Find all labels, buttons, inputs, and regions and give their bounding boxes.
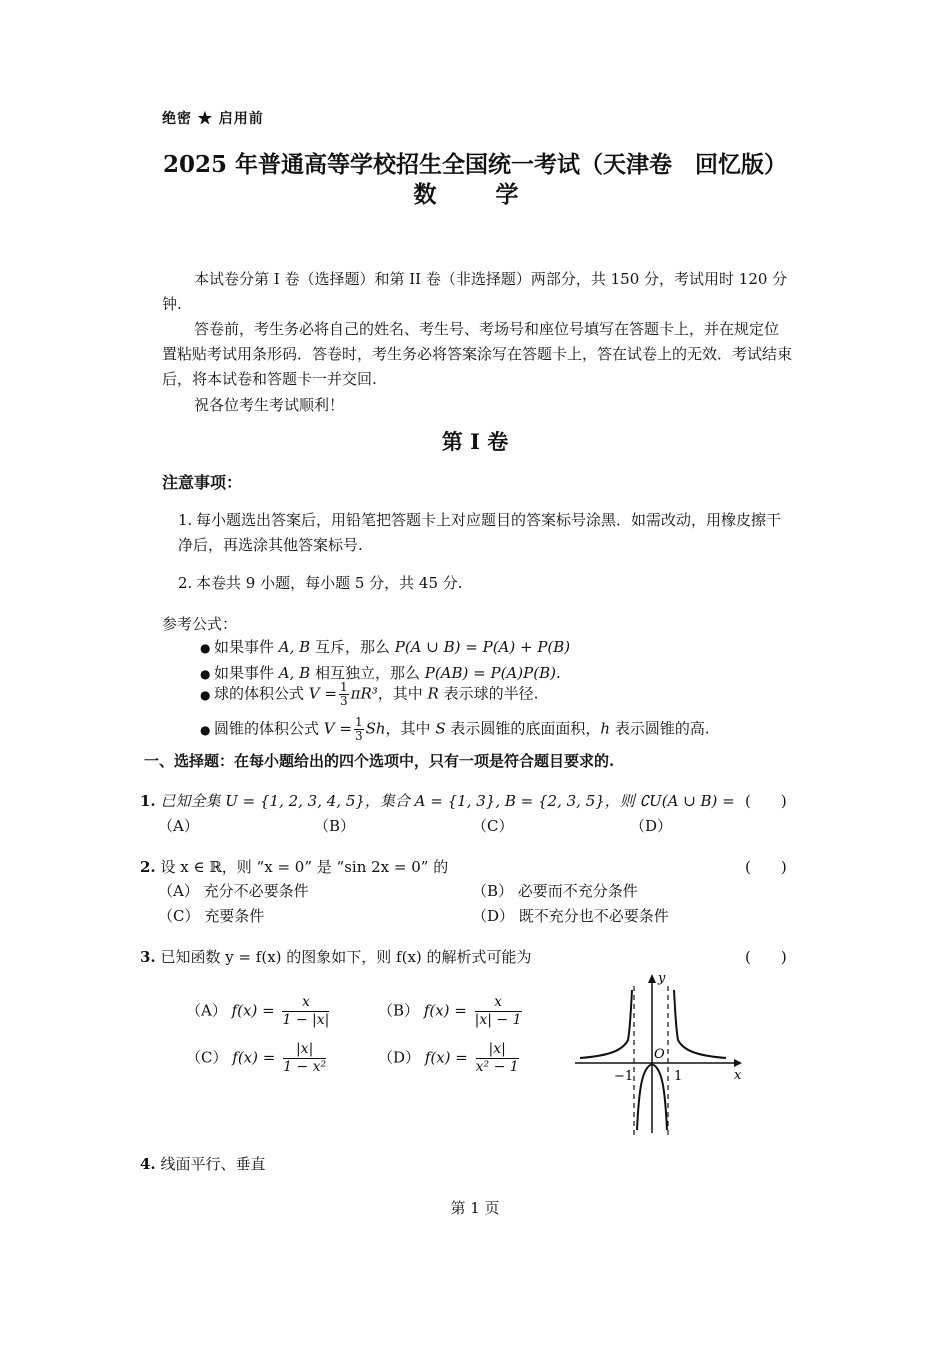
option-lhs: f(x) =: [232, 1048, 276, 1067]
formula-text: 相互独立，那么: [310, 664, 425, 682]
fraction-one-third: [354, 716, 364, 743]
tick-label-pos-one: 1: [674, 1069, 683, 1084]
formula-text: ，其中: [385, 719, 436, 738]
tick-label-neg-one: −1: [614, 1069, 634, 1084]
instruction-paragraph-3: 祝各位考生考试顺利！: [194, 396, 345, 414]
answer-paren: ( ): [745, 948, 787, 966]
question-number: 3.: [140, 948, 156, 966]
option-c: （C） 充要条件: [158, 907, 265, 925]
question-number: 2.: [140, 858, 156, 876]
question-1-stem: [140, 790, 735, 811]
option-label: （B）: [378, 1001, 420, 1020]
option-c: （C）: [472, 817, 514, 835]
option-label: （D）: [378, 1048, 421, 1067]
volume-title: 第 I 卷: [441, 429, 509, 454]
y-axis-label: y: [658, 971, 666, 986]
option-label: （A）: [186, 1001, 227, 1020]
note-number: 2.: [178, 574, 193, 592]
formula-vars: A, B: [278, 638, 311, 656]
option-b: （B） 必要而不充分条件: [472, 882, 638, 900]
option-b: [378, 994, 525, 1029]
option-a: [186, 994, 332, 1029]
option-a: （A）: [158, 817, 199, 835]
note-item-2: [178, 571, 793, 596]
option-fraction: [476, 1041, 519, 1076]
origin-label: O: [654, 1047, 665, 1062]
formula-cone-volume: [200, 716, 710, 743]
instruction-paragraph-1: 本试卷分第 I 卷（选择题）和第 II 卷（非选择题）两部分，共 150 分，考试用时 120 分钟.: [162, 270, 788, 313]
bullet-icon: ●: [200, 667, 211, 681]
answer-paren: ( ): [745, 858, 787, 876]
formula-independent-events: [200, 662, 561, 683]
formula-text: 如果事件: [214, 664, 279, 682]
formula-sphere-volume: [200, 681, 538, 708]
bullet-icon: ●: [200, 687, 211, 702]
formula-text: 球的体积公式: [214, 684, 309, 703]
question-number: 4.: [140, 1155, 156, 1173]
fraction-numerator: x: [282, 994, 329, 1012]
option-a: （A） 充分不必要条件: [158, 882, 309, 900]
bullet-icon: ●: [200, 641, 211, 655]
formula-rhs: Sh: [365, 719, 386, 738]
x-axis-arrow-icon: [734, 1059, 742, 1067]
formula-exclusive-events: [200, 636, 570, 657]
notes-heading: 注意事项：: [162, 473, 243, 492]
option-d: [378, 1041, 522, 1076]
fraction-denominator: 1 − x²: [283, 1059, 327, 1075]
formula-text: 互斥，那么: [310, 638, 395, 656]
question-4-stem: [140, 1153, 265, 1174]
formula-text: 表示圆锥的高.: [610, 719, 710, 738]
option-fraction: [475, 994, 522, 1029]
formula-text: 表示圆锥的底面面积，: [445, 719, 601, 738]
curve-right-branch: [674, 990, 726, 1058]
formula-lhs: V =: [308, 684, 337, 703]
option-b: （B）: [314, 817, 356, 835]
note-text: 本卷共 9 小题，每小题 5 分，共 45 分.: [196, 574, 463, 592]
formula-text: 如果事件: [214, 638, 279, 656]
fraction-numerator: x: [475, 994, 522, 1012]
question-2-stem: [140, 856, 448, 877]
option-lhs: f(x) =: [231, 1001, 275, 1020]
note-item-1: [178, 508, 793, 558]
formula-text: 表示球的半径.: [438, 684, 539, 703]
question-text: 设 x ∈ ℝ，则 “x = 0” 是 “sin 2x = 0” 的: [160, 858, 449, 876]
question-number: 1.: [140, 792, 156, 810]
fraction-numerator: 1: [339, 680, 348, 694]
formula-lhs: V =: [323, 719, 352, 738]
note-text: 每小题选出答案后，用铅笔把答题卡上对应题目的答案标号涂黑．如需改动，用橡皮擦干净后，再选涂其他答案标号.: [178, 511, 782, 554]
formula-vars: A, B: [278, 664, 311, 682]
option-d: （D）: [630, 817, 673, 835]
option-c: [186, 1041, 329, 1076]
fraction-one-third: [339, 681, 349, 708]
exam-title: 2025 年普通高等学校招生全国统一考试（天津卷 回忆版）: [162, 151, 788, 178]
option-label: （C）: [186, 1048, 228, 1067]
confidential-mark: 绝密 ★ 启用前: [162, 111, 264, 127]
exam-subject: 数 学: [413, 181, 537, 208]
formula-var: S: [435, 719, 446, 738]
option-d: （D） 既不充分也不必要条件: [472, 907, 669, 925]
page-number: 第 1 页: [450, 1199, 500, 1217]
option-fraction: [283, 1041, 326, 1076]
formula-var: R: [427, 684, 439, 703]
fraction-numerator: |x|: [476, 1041, 519, 1059]
formula-expression: P(A ∪ B) = P(A) + P(B): [394, 638, 571, 656]
question-text: 线面平行、垂直: [160, 1155, 266, 1173]
fraction-numerator: 1: [354, 715, 363, 729]
question-3-stem: [140, 946, 532, 967]
answer-paren: ( ): [745, 792, 787, 810]
formula-heading: 参考公式：: [162, 615, 238, 633]
option-fraction: [282, 994, 329, 1029]
formula-expression: P(AB) = P(A)P(B).: [424, 664, 561, 682]
function-graph: [570, 968, 750, 1138]
option-lhs: f(x) =: [423, 1001, 467, 1020]
instruction-paragraph-2: 答卷前，考生务必将自己的姓名、考生号、考场号和座位号填写在答题卡上，并在规定位置粘贴考试用条形码．答卷时，考生务必将答案涂写在答题卡上，答在试卷上的无效．考试结束后，将本试卷和答题卡一并交回.: [162, 320, 793, 388]
section-title: 一、选择题：在每小题给出的四个选项中，只有一项是符合题目要求的.: [144, 752, 615, 770]
formula-text: ，其中: [377, 684, 428, 703]
question-text: 已知全集 U = {1, 2, 3, 4, 5}，集合 A = {1, 3}, B = {2, 3, 5}，则 ∁U(A ∪ B) =: [160, 792, 735, 810]
option-lhs: f(x) =: [424, 1048, 468, 1067]
note-number: 1.: [178, 511, 193, 529]
fraction-denominator: 3: [339, 694, 348, 708]
question-text: 已知函数 y = f(x) 的图象如下，则 f(x) 的解析式可能为: [160, 948, 532, 966]
y-axis-arrow-icon: [648, 974, 656, 983]
fraction-denominator: 3: [354, 729, 363, 743]
curve-left-branch: [580, 990, 632, 1058]
bullet-icon: ●: [200, 722, 211, 737]
x-axis-label: x: [734, 1068, 742, 1083]
fraction-denominator: x² − 1: [475, 1059, 519, 1075]
formula-var: h: [600, 719, 611, 738]
fraction-numerator: |x|: [283, 1041, 326, 1059]
fraction-denominator: |x| − 1: [474, 1012, 522, 1028]
formula-text: 圆锥的体积公式: [214, 719, 324, 738]
formula-rhs: πR³: [350, 684, 378, 703]
fraction-denominator: 1 − |x|: [282, 1012, 330, 1028]
